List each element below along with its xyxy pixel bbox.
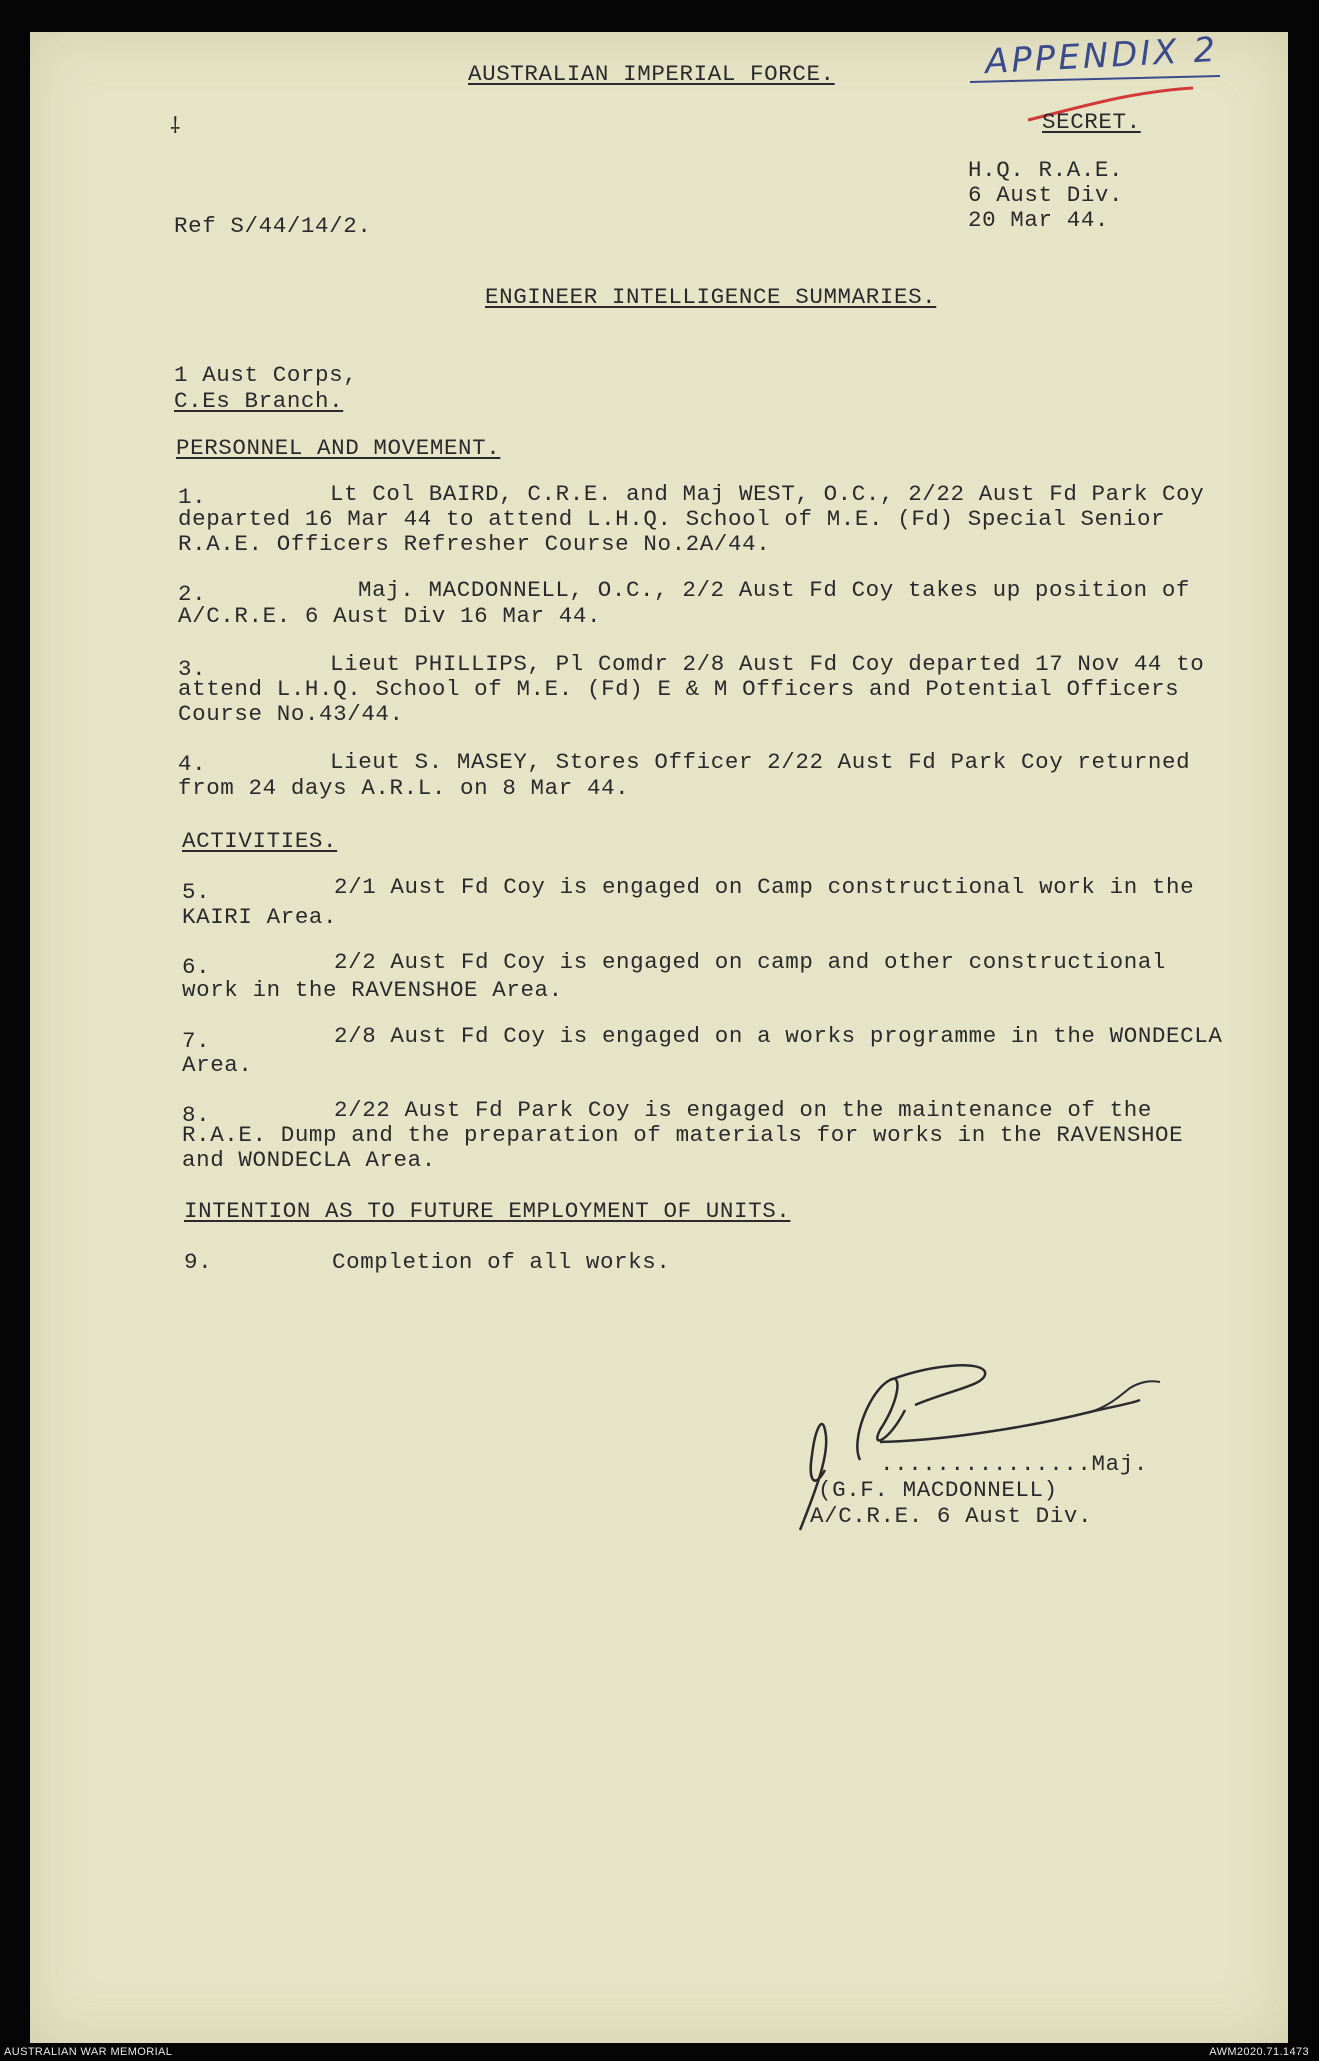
- para-7-num: 7.: [182, 1028, 211, 1054]
- intention-heading: INTENTION AS TO FUTURE EMPLOYMENT OF UNITS.: [184, 1198, 791, 1224]
- personnel-heading: PERSONNEL AND MOVEMENT.: [176, 435, 501, 461]
- activities-heading: ACTIVITIES.: [182, 828, 338, 854]
- para-1-line-1: Lt Col BAIRD, C.R.E. and Maj WEST, O.C., 2/22 Aust Fd Park Coy: [330, 481, 1205, 507]
- para-3-line-1: Lieut PHILLIPS, Pl Comdr 2/8 Aust Fd Coy departed 17 Nov 44 to: [330, 651, 1205, 677]
- footer-institution: AUSTRALIAN WAR MEMORIAL: [4, 2046, 173, 2058]
- para-8-num: 8.: [182, 1102, 211, 1128]
- para-1-line-3: R.A.E. Officers Refresher Course No.2A/44.: [178, 531, 771, 557]
- para-9-num: 9.: [184, 1249, 213, 1275]
- para-3-line-2: attend L.H.Q. School of M.E. (Fd) E & M Officers and Potential Officers: [178, 676, 1180, 702]
- para-9-line-1: Completion of all works.: [332, 1249, 671, 1275]
- footer-accession-number: AWM2020.71.1473: [1209, 2046, 1309, 2058]
- reference-number: Ref S/44/14/2.: [174, 213, 372, 239]
- document-title: AUSTRALIAN IMPERIAL FORCE.: [468, 61, 835, 87]
- para-6-line-2: work in the RAVENSHOE Area.: [182, 977, 563, 1003]
- para-7-line-2: Area.: [182, 1052, 253, 1078]
- addressee-line1: 1 Aust Corps,: [174, 362, 358, 388]
- para-3-line-3: Course No.43/44.: [178, 701, 404, 727]
- para-5-num: 5.: [182, 879, 211, 905]
- para-8-line-1: 2/22 Aust Fd Park Coy is engaged on the maintenance of the: [334, 1097, 1152, 1123]
- para-8-line-2: R.A.E. Dump and the preparation of materials for works in the RAVENSHOE: [182, 1122, 1184, 1148]
- para-4-line-2: from 24 days A.R.L. on 8 Mar 44.: [178, 775, 630, 801]
- para-2-line-1: Maj. MACDONNELL, O.C., 2/2 Aust Fd Coy takes up position of: [358, 577, 1191, 603]
- para-5-line-2: KAIRI Area.: [182, 904, 338, 930]
- para-1-num: 1.: [178, 484, 207, 510]
- para-3-num: 3.: [178, 656, 207, 682]
- para-1-line-2: departed 16 Mar 44 to attend L.H.Q. School of M.E. (Fd) Special Senior: [178, 506, 1166, 532]
- origin-division: 6 Aust Div.: [968, 182, 1124, 208]
- origin-date: 20 Mar 44.: [968, 207, 1110, 233]
- para-4-num: 4.: [178, 751, 207, 777]
- addressee-line2: C.Es Branch.: [174, 388, 344, 414]
- margin-mark: ⸸: [170, 115, 181, 140]
- para-2-num: 2.: [178, 581, 207, 607]
- signature-dots-rank: ...............Maj.: [880, 1451, 1148, 1477]
- para-2-line-2: A/C.R.E. 6 Aust Div 16 Mar 44.: [178, 603, 602, 629]
- para-4-line-1: Lieut S. MASEY, Stores Officer 2/22 Aust Fd Park Coy returned: [330, 749, 1191, 775]
- signature-name: (G.F. MACDONNELL): [818, 1477, 1058, 1503]
- para-6-line-1: 2/2 Aust Fd Coy is engaged on camp and other constructional: [334, 949, 1167, 975]
- origin-hq: H.Q. R.A.E.: [968, 157, 1124, 183]
- para-6-num: 6.: [182, 954, 211, 980]
- classification-label: SECRET.: [1042, 109, 1141, 135]
- subject-heading: ENGINEER INTELLIGENCE SUMMARIES.: [485, 284, 937, 310]
- signature-appointment: A/C.R.E. 6 Aust Div.: [810, 1503, 1093, 1529]
- para-7-line-1: 2/8 Aust Fd Coy is engaged on a works programme in the WONDECLA: [334, 1023, 1223, 1049]
- para-8-line-3: and WONDECLA Area.: [182, 1147, 436, 1173]
- para-5-line-1: 2/1 Aust Fd Coy is engaged on Camp constructional work in the: [334, 874, 1195, 900]
- appendix-note: APPENDIX 2: [984, 29, 1220, 83]
